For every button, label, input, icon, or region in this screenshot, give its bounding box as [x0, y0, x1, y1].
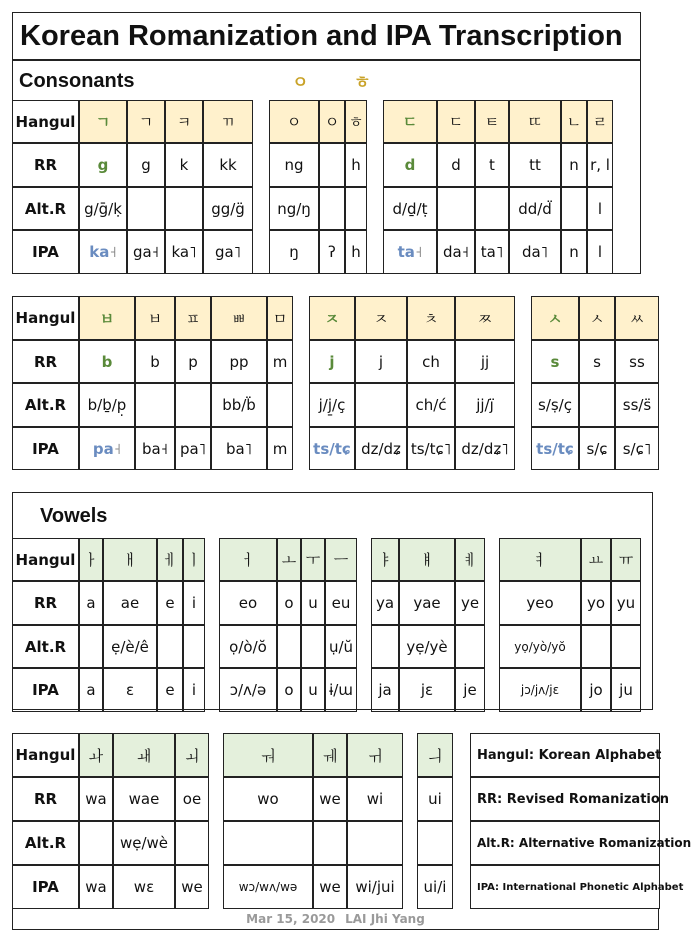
cell-rr: yae	[399, 581, 455, 625]
cell-rr: ng	[269, 143, 319, 187]
cell-rr: wi	[347, 777, 403, 821]
cell-ipa: ts/tɕ	[309, 427, 355, 470]
cell-hangul: ㅔ	[157, 538, 183, 581]
cell-ipa: da˧	[437, 230, 475, 274]
row-label-rr: RR	[12, 340, 79, 383]
consonants-heading: Consonants	[19, 70, 135, 92]
cell-altr	[127, 187, 165, 230]
cell-altr	[455, 625, 485, 668]
cell-hangul: ㄸ	[509, 100, 561, 143]
cell-hangul: ㅡ	[325, 538, 357, 581]
cell-rr: wae	[113, 777, 175, 821]
cell-rr: pp	[211, 340, 267, 383]
cell-altr	[267, 383, 293, 427]
cell-ipa: wa	[79, 865, 113, 909]
cell-rr: yu	[611, 581, 641, 625]
cell-ipa: i	[183, 668, 205, 712]
cell-altr: ch/ć	[407, 383, 455, 427]
cell-rr: g	[79, 143, 127, 187]
cell-hangul: ㅃ	[211, 296, 267, 340]
cell-ipa: m	[267, 427, 293, 470]
cell-rr: i	[183, 581, 205, 625]
cell-rr: u	[301, 581, 325, 625]
cell-altr	[319, 187, 345, 230]
cell-hangul: ㅒ	[399, 538, 455, 581]
cell-hangul: ㅖ	[455, 538, 485, 581]
cell-ipa: wɛ	[113, 865, 175, 909]
cell-rr: j	[309, 340, 355, 383]
row-label-altr: Alt.R	[12, 625, 79, 668]
cell-rr: ss	[615, 340, 659, 383]
cell-ipa: ka˥	[165, 230, 203, 274]
cell-hangul: ㄹ	[587, 100, 613, 143]
cell-rr: g	[127, 143, 165, 187]
cell-hangul: ㅘ	[79, 733, 113, 777]
cell-rr: n	[561, 143, 587, 187]
cell-altr	[611, 625, 641, 668]
cell-rr: ui	[417, 777, 453, 821]
cell-ipa: ui/i	[417, 865, 453, 909]
row-label-ipa: IPA	[12, 427, 79, 470]
cell-rr: a	[79, 581, 103, 625]
cell-altr	[223, 821, 313, 865]
cell-hangul: ㅆ	[615, 296, 659, 340]
cell-altr	[579, 383, 615, 427]
cell-altr	[175, 383, 211, 427]
cell-rr: e	[157, 581, 183, 625]
cell-rr: we	[313, 777, 347, 821]
cell-rr: s	[531, 340, 579, 383]
cell-altr: bb/b̈	[211, 383, 267, 427]
cell-altr: yọ/yò/yŏ	[499, 625, 581, 668]
cell-altr: ng/ŋ	[269, 187, 319, 230]
cell-ipa: s/ɕ˥	[615, 427, 659, 470]
cell-rr: ch	[407, 340, 455, 383]
page-title: Korean Romanization and IPA Transcription	[12, 12, 641, 60]
cell-rr: h	[345, 143, 367, 187]
cell-ipa: ka ˧	[79, 230, 127, 274]
cell-hangul: ㄱ	[79, 100, 127, 143]
cell-rr: kk	[203, 143, 253, 187]
cell-rr: ye	[455, 581, 485, 625]
cell-hangul: ㅋ	[165, 100, 203, 143]
row-label-altr: Alt.R	[12, 187, 79, 230]
footer-date: Mar 15, 2020	[246, 911, 336, 926]
cell-hangul: ㅗ	[277, 538, 301, 581]
cell-rr: t	[475, 143, 509, 187]
cell-ipa: ba˥	[211, 427, 267, 470]
row-label-rr: RR	[12, 777, 79, 821]
cell-hangul: ㅠ	[611, 538, 641, 581]
row-label-hangul: Hangul	[12, 733, 79, 777]
cell-altr	[157, 625, 183, 668]
cell-altr: l	[587, 187, 613, 230]
cell-ipa: dz/dʑ	[355, 427, 407, 470]
cell-altr	[355, 383, 407, 427]
cell-rr: wo	[223, 777, 313, 821]
cell-ipa: je	[455, 668, 485, 712]
cell-hangul: ㅞ	[313, 733, 347, 777]
footer-author: LAI Jhi Yang	[345, 911, 425, 926]
cell-altr: ọ/ò/ŏ	[219, 625, 277, 668]
cell-rr: eu	[325, 581, 357, 625]
cell-ipa: ŋ	[269, 230, 319, 274]
cell-ipa: n	[561, 230, 587, 274]
cell-rr: j	[355, 340, 407, 383]
row-label-ipa: IPA	[12, 865, 79, 909]
cell-altr: ss/s̈	[615, 383, 659, 427]
cell-rr: r, l	[587, 143, 613, 187]
cell-rr: jj	[455, 340, 515, 383]
note-ipa: IPA: International Phonetic Alphabet	[470, 865, 660, 909]
cell-hangul: ㅑ	[371, 538, 399, 581]
note-hangul: Hangul: Korean Alphabet	[470, 733, 660, 777]
cell-ipa: ts/tɕ	[531, 427, 579, 470]
row-label-hangul: Hangul	[12, 296, 79, 340]
cell-ipa: o	[277, 668, 301, 712]
cell-hangul: ㅂ	[79, 296, 135, 340]
cell-hangul: ㅚ	[175, 733, 209, 777]
cell-altr	[165, 187, 203, 230]
cell-hangul: ㅕ	[499, 538, 581, 581]
cell-ipa: we	[175, 865, 209, 909]
row-label-ipa: IPA	[12, 668, 79, 712]
cell-hangul: ㅂ	[135, 296, 175, 340]
cell-ipa: u	[301, 668, 325, 712]
cell-rr: oe	[175, 777, 209, 821]
cell-hangul: ㅈ	[355, 296, 407, 340]
cell-ipa: ɨ/ɯ	[325, 668, 357, 712]
cell-hangul: ㅛ	[581, 538, 611, 581]
cell-altr	[135, 383, 175, 427]
footer	[12, 908, 659, 930]
legend-hieut: ㅎ	[354, 73, 371, 93]
cell-ipa: ga˥	[203, 230, 253, 274]
cell-rr: b	[79, 340, 135, 383]
cell-hangul: ㅅ	[579, 296, 615, 340]
cell-hangul: ㅍ	[175, 296, 211, 340]
cell-altr	[301, 625, 325, 668]
cell-ipa: s/ɕ	[579, 427, 615, 470]
cell-rr: yeo	[499, 581, 581, 625]
cell-altr	[175, 821, 209, 865]
cell-ipa: we	[313, 865, 347, 909]
cell-ipa: ja	[371, 668, 399, 712]
note-altr: Alt.R: Alternative Romanization	[470, 821, 660, 865]
cell-ipa: pa˥	[175, 427, 211, 470]
cell-hangul: ㅅ	[531, 296, 579, 340]
cell-rr: b	[135, 340, 175, 383]
cell-hangul: ㅙ	[113, 733, 175, 777]
cell-ipa: da˥	[509, 230, 561, 274]
cell-hangul: ㅈ	[309, 296, 355, 340]
cell-rr: wa	[79, 777, 113, 821]
cell-altr: ẹ/è/ê	[103, 625, 157, 668]
cell-altr: b/ḇ/p̣	[79, 383, 135, 427]
cell-hangul: ㄲ	[203, 100, 253, 143]
cell-hangul: ㅉ	[455, 296, 515, 340]
cell-ipa: ju	[611, 668, 641, 712]
cell-altr: g/ḡ/ḳ	[79, 187, 127, 230]
row-label-ipa: IPA	[12, 230, 79, 274]
cell-hangul: ㅇ	[319, 100, 345, 143]
cell-hangul: ㅜ	[301, 538, 325, 581]
cell-altr: d/ḏ/ṭ	[383, 187, 437, 230]
cell-altr	[313, 821, 347, 865]
cell-ipa: ta ˧	[383, 230, 437, 274]
cell-hangul: ㅣ	[183, 538, 205, 581]
cell-altr: ụ/ŭ	[325, 625, 357, 668]
row-label-altr: Alt.R	[12, 821, 79, 865]
cell-hangul: ㅓ	[219, 538, 277, 581]
cell-hangul: ㄷ	[383, 100, 437, 143]
cell-rr: k	[165, 143, 203, 187]
legend-ieung: ㅇ	[292, 73, 309, 93]
cell-altr: jj/j̈	[455, 383, 515, 427]
cell-ipa: ta˥	[475, 230, 509, 274]
cell-rr: o	[277, 581, 301, 625]
cell-hangul: ㅢ	[417, 733, 453, 777]
cell-altr	[417, 821, 453, 865]
cell-ipa: jɔ/jʌ/jɛ	[499, 668, 581, 712]
cell-rr	[319, 143, 345, 187]
row-label-rr: RR	[12, 143, 79, 187]
cell-ipa: ts/tɕ˥	[407, 427, 455, 470]
row-label-hangul: Hangul	[12, 538, 79, 581]
cell-ipa: pa ˧	[79, 427, 135, 470]
cell-ipa: jo	[581, 668, 611, 712]
note-rr: RR: Revised Romanization	[470, 777, 660, 821]
cell-altr: gg/g̈	[203, 187, 253, 230]
cell-altr: yẹ/yè	[399, 625, 455, 668]
cell-rr: eo	[219, 581, 277, 625]
cell-ipa: wi/jui	[347, 865, 403, 909]
row-label-altr: Alt.R	[12, 383, 79, 427]
cell-altr: wẹ/wè	[113, 821, 175, 865]
cell-rr: m	[267, 340, 293, 383]
cell-ipa: wɔ/wʌ/wə	[223, 865, 313, 909]
cell-altr: j/j̱/ç	[309, 383, 355, 427]
cell-rr: yo	[581, 581, 611, 625]
cell-ipa: ba˧	[135, 427, 175, 470]
cell-hangul: ㄱ	[127, 100, 165, 143]
cell-rr: ya	[371, 581, 399, 625]
cell-ipa: ʔ	[319, 230, 345, 274]
cell-hangul: ㅐ	[103, 538, 157, 581]
cell-ipa: a	[79, 668, 103, 712]
cell-altr	[79, 625, 103, 668]
cell-hangul: ㅝ	[223, 733, 313, 777]
cell-rr: tt	[509, 143, 561, 187]
cell-altr	[371, 625, 399, 668]
cell-ipa: e	[157, 668, 183, 712]
cell-rr: ae	[103, 581, 157, 625]
cell-altr	[475, 187, 509, 230]
cell-rr: s	[579, 340, 615, 383]
cell-altr	[347, 821, 403, 865]
cell-hangul: ㅇ	[269, 100, 319, 143]
cell-altr	[277, 625, 301, 668]
row-label-rr: RR	[12, 581, 79, 625]
cell-hangul: ㅌ	[475, 100, 509, 143]
cell-ipa: l	[587, 230, 613, 274]
cell-rr: d	[383, 143, 437, 187]
cell-ipa: h	[345, 230, 367, 274]
cell-ipa: ɔ/ʌ/ə	[219, 668, 277, 712]
cell-hangul: ㅟ	[347, 733, 403, 777]
cell-altr	[79, 821, 113, 865]
cell-hangul: ㄷ	[437, 100, 475, 143]
cell-altr: dd/d̈	[509, 187, 561, 230]
cell-ipa: ɛ	[103, 668, 157, 712]
cell-altr	[437, 187, 475, 230]
cell-altr	[183, 625, 205, 668]
cell-altr: s/ṣ/ç	[531, 383, 579, 427]
cell-hangul: ㄴ	[561, 100, 587, 143]
cell-altr	[561, 187, 587, 230]
cell-hangul: ㅏ	[79, 538, 103, 581]
cell-hangul: ㅁ	[267, 296, 293, 340]
vowels-heading: Vowels	[40, 505, 108, 527]
cell-altr	[345, 187, 367, 230]
cell-rr: d	[437, 143, 475, 187]
cell-ipa: ga˧	[127, 230, 165, 274]
cell-ipa: dz/dʑ˥	[455, 427, 515, 470]
cell-hangul: ㅎ	[345, 100, 367, 143]
row-label-hangul: Hangul	[12, 100, 79, 143]
cell-rr: p	[175, 340, 211, 383]
cell-ipa: jɛ	[399, 668, 455, 712]
cell-altr	[581, 625, 611, 668]
cell-hangul: ㅊ	[407, 296, 455, 340]
